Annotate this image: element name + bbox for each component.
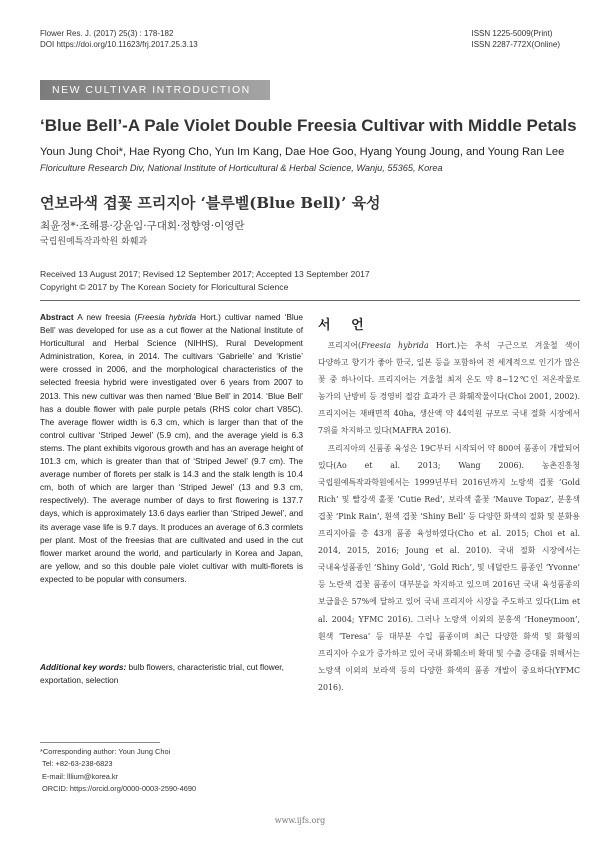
correspondence bbox=[40, 746, 303, 795]
journal-citation bbox=[40, 28, 198, 50]
korean-title: 연보라색 겹꽃 프리지아 ‘블루벨(Blue Bell)’ 육성 bbox=[40, 194, 381, 212]
copyright-line: Copyright © 2017 by The Korean Society for Floricultural Science bbox=[40, 282, 289, 292]
journal-line: Flower Res. J. (2017) 25(3) : 178-182 bbox=[40, 29, 174, 38]
journal-url: www.ijfs.org bbox=[274, 816, 326, 825]
abstract-label: Abstract bbox=[40, 312, 74, 322]
received-dates: Received 13 August 2017; Revised 12 September 2017; Accepted 13 September 2017 bbox=[40, 269, 370, 279]
introduction-heading: 서 언 bbox=[318, 318, 372, 333]
keywords-text: bulb flowers, characteristic trial, cut flower, exportation, selection bbox=[40, 662, 284, 686]
korean-affiliation: 국립원예특작과학원 화훼과 bbox=[40, 237, 148, 247]
abstract-text-1: A new freesia ( bbox=[77, 312, 138, 322]
keywords bbox=[40, 661, 303, 687]
abstract-text-2: Hort.) cultivar named ‘Blue Bell’ was developed for use as a cut flower at the National Institute of Horticultural and Herbal Science (NIHHS), Rural Development Administration, Korea, in 2014. The cultivars ‘Gabrielle’ and ‘Kristie’ were crossed in 2006, and the morphological characteristics of the selected freesia hybrid were investigated over 6 years from 2007 to 2013. This new cultivar was then named ‘Blue Bell’ in 2014. ‘Blue Bell’ has a double flower with pale purple petals (RHS color chart V85C). The average flower width is 6.3 cm, which is larger than that of the control cultivar ‘Striped Jewel’ (5.9 cm), and the average yield is 6.3 stems. The plant exhibits vigorous growth and has an average height of 101.3 cm, which is greater than that of ‘Striped Jewel’ (9.7 cm). The average number of florets per stalk is 14.3 and the stalk length is 10.4 cm, both of which are larger than ‘Striped Jewel’ (13 and 9.3 cm, respectively). The average number of days to first flowering is 137.7 days, which is approximately 13.6 days earlier than ‘Striped Jewel’, and its average vase life is 9.7 days. It produces an average of 6.3 cormlets per plant. Most of the freesias that are cultivated and used in the cut flower market around the world, and particularly in Korea and Japan, are yellow, and so this double pale violet cultivar with multi-florets is expected to be popular with consumers. bbox=[40, 312, 303, 584]
doi-line: DOI https://doi.org/10.11623/frj.2017.25.3.13 bbox=[40, 40, 198, 49]
article-history bbox=[40, 268, 370, 294]
intro-p1-start: 프리지어( bbox=[327, 341, 362, 350]
article-type-banner: NEW CULTIVAR INTRODUCTION bbox=[40, 80, 270, 100]
issn-block bbox=[472, 28, 561, 50]
intro-species-name: Freesia hybrida bbox=[361, 341, 429, 350]
affiliation: Floriculture Research Div, National Institute of Horticultural & Herbal Science, Wanju, 55365, Korea bbox=[40, 163, 443, 173]
footnote-rule bbox=[40, 742, 160, 743]
paper-title: ‘Blue Bell’-A Pale Violet Double Freesia Cultivar with Middle Petals bbox=[40, 116, 577, 135]
corresponding-author: *Corresponding author: Youn Jung Choi bbox=[40, 747, 171, 756]
issn-online: ISSN 2287-772X(Online) bbox=[471, 40, 560, 49]
author-list: Youn Jung Choi*, Hae Ryong Cho, Yun Im Kang, Dae Hoe Goo, Hyang Young Joung, and Young Ran Lee bbox=[40, 146, 565, 158]
section-divider bbox=[40, 300, 580, 301]
korean-authors: 최윤정*·조해룡·강윤임·구대회·정향영·이영란 bbox=[40, 220, 245, 232]
introduction-body bbox=[318, 337, 580, 696]
intro-p1-rest: Hort.)는 추석 구근으로 겨울철 색이 다양하고 향기가 좋아 한국, 일본 등을 포함하여 전 세계적으로 인기가 많은 꽃 중 하나이다. 프리지어는 겨울철 최저 온도 약 8~12℃인 저온작물로 농가의 난방비 등 경영비 절감 효과가 큰 화훼작물이다(Choi 2001, 2002). 프리지어는 재배면적 40ha, 생산액 약 44억원 규모로 국내 절화 시장에서 7위를 차지하고 있다(MAFRA 2016). bbox=[318, 341, 581, 436]
species-name: Freesia hybrida bbox=[137, 312, 197, 322]
intro-paragraph-1 bbox=[318, 337, 580, 440]
intro-paragraph-2: 프리지아의 신품종 육성은 19C부터 시작되어 약 800여 품종이 개발되어 있다(Ao et al. 2013; Wang 2006). 농촌진흥청 국립원예특작과학원에서는 1999년부터 2016년까지 노랑색 겹꽃 ‘Gold Rich’ 및 빨강색 홑꽃 ‘Cutie Red’, 보라색 홑꽃 ‘Mauve Topaz’, 분홍색 겹꽃 ‘Pink Rain’, 흰색 겹꽃 ‘Shiny Bell’ 등 다양한 화색의 절화 및 분화용 프리지아를 총 43개 품종 육성하였다(Cho et al. 2015; Choi et al. 2014, 2015, 2016; Joung et al. 2010). 국내 절화 시장에서는 국내육성품종인 ‘Shiny Gold’, ‘Gold Rich’, 및 네덜란드 품종인 ‘Yvonne’ 등 노란색 겹꽃 품종이 대부분을 차지하고 있으며 2016년 국내 육성품종의 보급율은 57%에 달하고 있어 국내 프리지아 시장을 주도하고 있다(Lim et al. 2004; YFMC 2016). 그러나 노랑색 이외의 분홍색 ‘Honeymoon’, 흰색 ‘Teresa’ 등 대부분 수입 품종이며 최근 다양한 화색 및 화형의 프리지아 수요가 증가하고 있어 국내 화훼소비 확대 및 수출 증대를 위해서는 노랑색 이외의 보라색 등의 다양한 화색의 품종 개발이 중요하다(YFMC 2016). bbox=[318, 443, 580, 692]
corr-orcid: ORCID: https://orcid.org/0000-0003-2590-4690 bbox=[42, 783, 197, 793]
corr-tel: Tel: +82-63-238-6823 bbox=[42, 759, 113, 769]
keywords-label: Additional key words: bbox=[40, 662, 127, 672]
issn-print: ISSN 1225-5009(Print) bbox=[471, 29, 553, 38]
abstract bbox=[40, 311, 303, 586]
corr-email: E-mail: lllium@korea.kr bbox=[42, 771, 119, 781]
